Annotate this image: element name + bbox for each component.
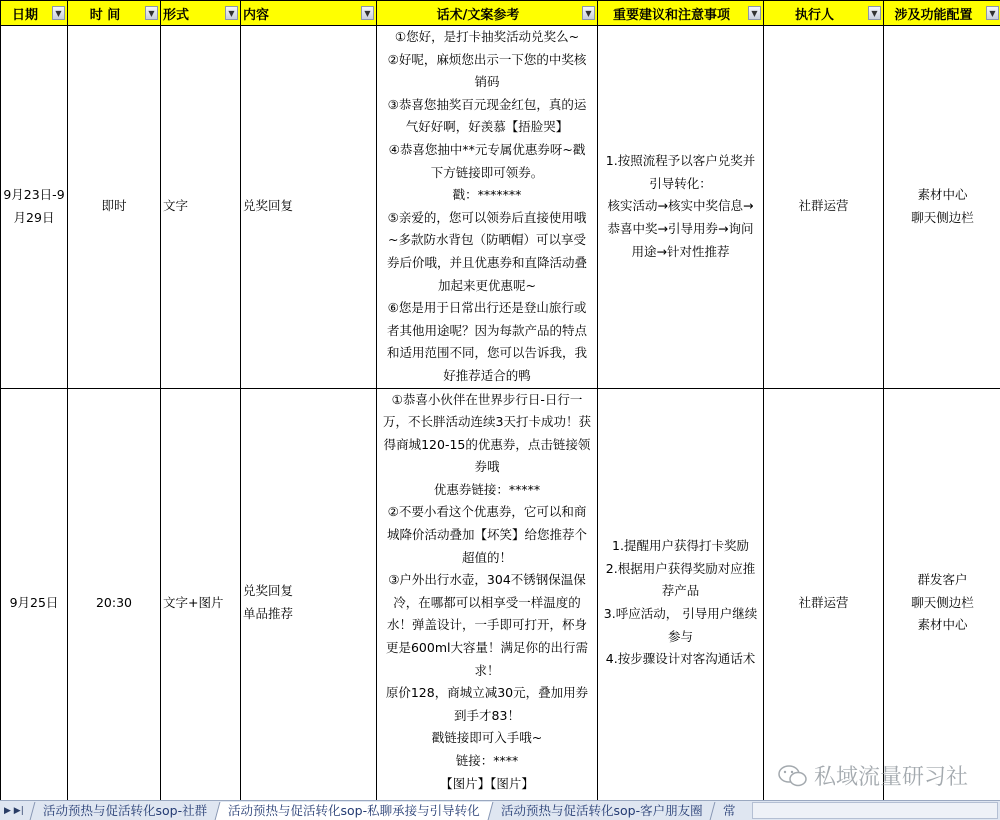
cell-text-line: 1.提醒用户获得打卡奖励	[598, 535, 763, 558]
cell-text-line: 到手才83！	[377, 705, 597, 728]
cell-notes[interactable]	[598, 26, 764, 389]
header-label: 时 间	[90, 8, 121, 23]
cell-text-line: 气好好啊，好羡慕【捂脸哭】	[377, 116, 597, 139]
column-header-form	[161, 1, 241, 26]
filter-dropdown-icon[interactable]: ▼	[225, 6, 238, 20]
cell-text-line: 链接：****	[377, 750, 597, 773]
cell-text-line: 原价128，商城立减30元，叠加用券	[377, 682, 597, 705]
cell-text-line: 更是600ml大容量！满足你的出行需	[377, 637, 597, 660]
cell-text-line: ~多款防水背包（防晒帽）可以享受	[377, 229, 597, 252]
cell-text-line: 下方链接即可领券。	[377, 162, 597, 185]
cell-owner[interactable]	[764, 388, 884, 800]
cell-time[interactable]	[68, 388, 161, 800]
column-header-owner	[764, 1, 884, 26]
cell-text-line: 社群运营	[764, 592, 883, 615]
cell-content[interactable]	[241, 388, 377, 800]
cell-text-line: 戳：*******	[377, 184, 597, 207]
cell-text-line: 单品推荐	[243, 603, 376, 626]
column-header-script	[377, 1, 598, 26]
cell-text-line: 4.按步骤设计对客沟通话术	[598, 648, 763, 671]
sheet-tab-bar	[0, 800, 1000, 820]
cell-text-line: 城降价活动叠加【坏笑】给您推荐个	[377, 524, 597, 547]
cell-form[interactable]	[161, 388, 241, 800]
filter-dropdown-icon[interactable]: ▼	[748, 6, 761, 20]
cell-time[interactable]	[68, 26, 161, 389]
cell-form[interactable]	[161, 26, 241, 389]
cell-text-line: 用途→针对性推荐	[598, 241, 763, 264]
wechat-icon	[778, 764, 808, 788]
cell-date[interactable]	[1, 388, 68, 800]
cell-text-line: ①您好，是打卡抽奖活动兑奖么~	[377, 26, 597, 49]
table-row	[1, 26, 1000, 389]
cell-text-line: 冷，在哪都可以相享受一样温度的	[377, 592, 597, 615]
cell-text-line: ④恭喜您抽中**元专属优惠券呀~戳	[377, 139, 597, 162]
column-header-time	[68, 1, 161, 26]
cell-text-line: 销码	[377, 71, 597, 94]
filter-dropdown-icon[interactable]: ▼	[52, 6, 65, 20]
filter-dropdown-icon[interactable]: ▼	[582, 6, 595, 20]
cell-text-line: 和适用范围不同，您可以告诉我，我	[377, 342, 597, 365]
cell-text-line: 万，不长胖活动连续3天打卡成功！获	[377, 411, 597, 434]
cell-date[interactable]	[1, 26, 68, 389]
cell-text-line: ①恭喜小伙伴在世界步行日-日行一	[377, 389, 597, 412]
cell-text-line: 兑奖回复	[243, 195, 376, 218]
watermark	[778, 760, 968, 791]
header-label: 话术/文案参考	[437, 8, 520, 23]
cell-text-line: 优惠券链接：*****	[377, 479, 597, 502]
cell-owner[interactable]	[764, 26, 884, 389]
cell-text-line: 【图片】【图片】	[377, 773, 597, 796]
cell-text-line: 券哦	[377, 456, 597, 479]
cell-text-line: 2.根据用户获得奖励对应推	[598, 558, 763, 581]
sheet-tab-label: 常	[723, 802, 736, 820]
cell-text-line: ③户外出行水壶，304不锈钢保温保	[377, 569, 597, 592]
cell-text-line: 加起来更优惠呢~	[377, 275, 597, 298]
header-label: 日期	[12, 8, 38, 23]
filter-dropdown-icon[interactable]: ▼	[868, 6, 881, 20]
cell-text-line: 聊天侧边栏	[884, 592, 1000, 615]
cell-text-line: 聊天侧边栏	[884, 207, 1000, 230]
cell-text-line: 核实活动→核实中奖信息→	[598, 195, 763, 218]
filter-dropdown-icon[interactable]: ▼	[145, 6, 158, 20]
cell-text-line: ⑥您是用于日常出行还是登山旅行或	[377, 297, 597, 320]
sheet-tab-label: 活动预热与促活转化sop-私聊承接与引导转化	[228, 802, 480, 820]
cell-text-line: 荐产品	[598, 580, 763, 603]
cell-text-line: 引导转化：	[598, 173, 763, 196]
cell-text-line: 3.呼应活动， 引导用户继续	[598, 603, 763, 626]
header-label: 形式	[163, 8, 189, 23]
sheet-tab[interactable]	[30, 802, 220, 820]
cell-text-line: 9月23日-9	[1, 184, 67, 207]
cell-text-line: 水！弹盖设计，一手即可打开，杯身	[377, 614, 597, 637]
cell-text-line: ③恭喜您抽奖百元现金红包，真的运	[377, 94, 597, 117]
cell-text-line: 得商城120-15的优惠券，点击链接领	[377, 434, 597, 457]
cell-text-line: 1.按照流程予以客户兑奖并	[598, 150, 763, 173]
header-label: 重要建议和注意事项	[613, 8, 730, 23]
sheet-tab[interactable]	[710, 802, 748, 820]
cell-text-line: ⑤亲爱的，您可以领券后直接使用哦	[377, 207, 597, 230]
cell-text-line: 券后价哦，并且优惠券和直降活动叠	[377, 252, 597, 275]
cell-text-line: 素材中心	[884, 614, 1000, 637]
sheet-tab[interactable]	[215, 802, 492, 820]
cell-content[interactable]	[241, 26, 377, 389]
sheet-tab[interactable]	[487, 802, 714, 820]
cell-text-line: 求！	[377, 660, 597, 683]
cell-text-line: 社群运营	[764, 195, 883, 218]
cell-text-line: 月29日	[1, 207, 67, 230]
cell-text-line: 恭喜中奖→引导用券→询问	[598, 218, 763, 241]
cell-text-line: 即时	[68, 195, 160, 218]
header-label: 内容	[243, 8, 269, 23]
cell-features[interactable]	[884, 388, 1000, 800]
cell-features[interactable]	[884, 26, 1000, 389]
table-row	[1, 388, 1000, 800]
column-header-content	[241, 1, 377, 26]
cell-text-line: 20:30	[68, 592, 160, 615]
filter-dropdown-icon[interactable]: ▼	[361, 6, 374, 20]
cell-text-line: 参与	[598, 626, 763, 649]
sheet-tab-label: 活动预热与促活转化sop-客户朋友圈	[501, 802, 703, 820]
column-header-features	[884, 1, 1000, 26]
cell-text-line: 文字+图片	[163, 592, 240, 615]
cell-text-line: 素材中心	[884, 184, 1000, 207]
cell-text-line: 超值的！	[377, 547, 597, 570]
column-header-date	[1, 1, 68, 26]
horizontal-scrollbar[interactable]	[752, 802, 998, 819]
cell-text-line: 群发客户	[884, 569, 1000, 592]
header-row	[1, 1, 1000, 26]
cell-script[interactable]	[377, 26, 598, 389]
cell-text-line: 好推荐适合的鸭	[377, 365, 597, 388]
column-header-notes	[598, 1, 764, 26]
cell-text-line: 戳链接即可入手哦~	[377, 727, 597, 750]
cell-text-line: 文字	[163, 195, 240, 218]
watermark-text: 私域流量研习社	[814, 760, 968, 791]
cell-text-line: 兑奖回复	[243, 580, 376, 603]
sheet-tab-label: 活动预热与促活转化sop-社群	[43, 802, 207, 820]
sheet-nav-arrows[interactable]: ▶ ▶|	[0, 806, 32, 816]
cell-text-line: ②不要小看这个优惠券，它可以和商	[377, 501, 597, 524]
cell-text-line: 者其他用途呢？因为每款产品的特点	[377, 320, 597, 343]
header-label: 执行人	[795, 8, 834, 23]
cell-script[interactable]	[377, 388, 598, 800]
cell-text-line: ②好呢，麻烦您出示一下您的中奖核	[377, 49, 597, 72]
header-label: 涉及功能配置	[894, 8, 972, 23]
cell-text-line: 9月25日	[1, 592, 67, 615]
cell-notes[interactable]	[598, 388, 764, 800]
filter-dropdown-icon[interactable]: ▼	[986, 6, 999, 20]
